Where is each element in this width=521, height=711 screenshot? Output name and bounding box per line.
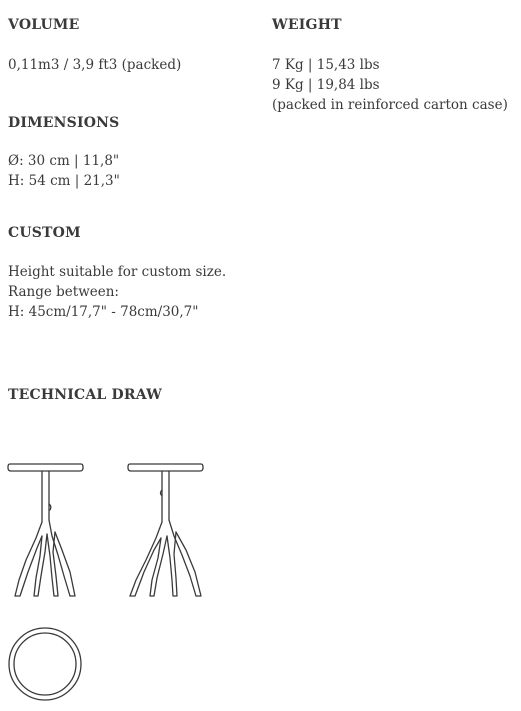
custom-line-3: H: 45cm/17,7" - 78cm/30,7" xyxy=(8,304,199,320)
custom-line-1: Height suitable for custom size. xyxy=(8,264,227,280)
custom-line-2: Range between: xyxy=(8,284,119,300)
volume-value: 0,11m3 / 3,9 ft3 (packed) xyxy=(8,57,182,73)
weight-line-3: (packed in reinforced carton case) xyxy=(272,97,508,113)
dimensions-heading: DIMENSIONS xyxy=(8,115,120,131)
dimensions-diameter: Ø: 30 cm | 11,8" xyxy=(8,153,120,169)
weight-heading: WEIGHT xyxy=(272,17,342,33)
weight-line-1: 7 Kg | 15,43 lbs xyxy=(272,57,380,73)
technical-draw-heading: TECHNICAL DRAW xyxy=(8,387,162,403)
volume-heading: VOLUME xyxy=(8,17,80,33)
stool-top-view-drawing xyxy=(6,625,86,705)
stool-side-view-drawing xyxy=(126,460,206,600)
weight-line-2: 9 Kg | 19,84 lbs xyxy=(272,77,380,93)
custom-heading: CUSTOM xyxy=(8,225,81,241)
stool-front-view-drawing xyxy=(6,460,86,600)
dimensions-height: H: 54 cm | 21,3" xyxy=(8,173,120,189)
